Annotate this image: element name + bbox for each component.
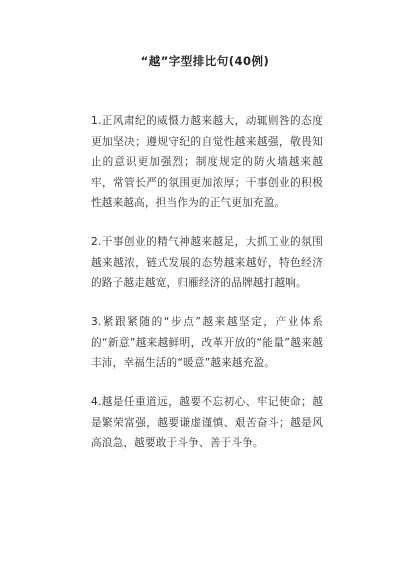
document-title: “越”字型排比句(40例) [140,54,270,68]
paragraph-1: 1.正风肃纪的威慑力越来越大，动辄则咎的态度更加坚决；遵规守纪的自觉性越来越强，敬畏知止的意识更加强烈；制度规定的防火墙越来越牢，常管长严的氛围更加浓厚；干事创业的积极性越来越高，担当作为的正气更加充盈。 [91,115,323,209]
paragraph-3: 3.紧跟紧随的“步点”越来越坚定，产业体系的“新意”越来越鲜明，改革开放的“能量”越来越丰沛，幸福生活的“暖意”越来越充盈。 [91,316,323,369]
paragraph-4: 4.越是任重道远，越要不忘初心、牢记使命；越是繁荣富强，越要谦虚谨慎、艰苦奋斗；越是风高浪急，越要敢于斗争、善于斗争。 [91,396,323,449]
paragraph-2: 2.干事创业的精气神越来越足，大抓工业的氛围越来越浓，链式发展的态势越来越好，特色经济的路子越走越宽，归雁经济的品牌越打越响。 [91,236,323,289]
